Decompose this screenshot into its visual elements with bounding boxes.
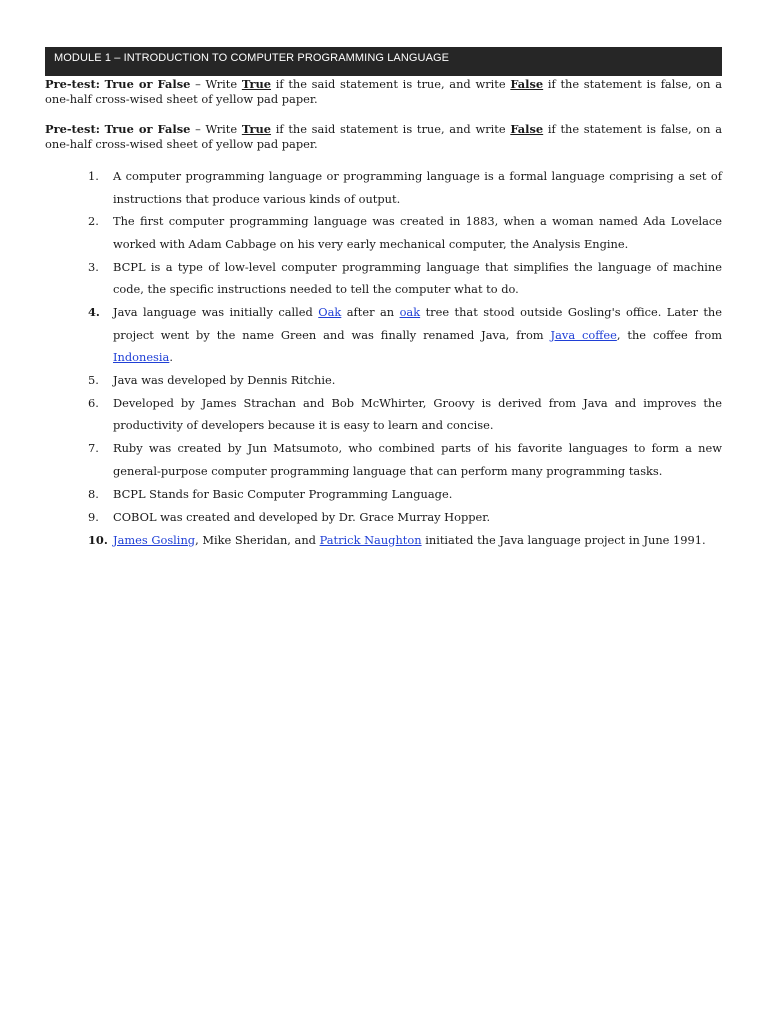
patrick-naughton-link[interactable]: Patrick Naughton bbox=[319, 532, 422, 547]
list-item bbox=[45, 256, 722, 301]
list-item bbox=[45, 301, 722, 369]
pretest-instructions-repeat bbox=[45, 122, 722, 152]
item-text: after an bbox=[341, 305, 400, 320]
item-number: 5. bbox=[88, 373, 99, 388]
item-number: 6. bbox=[88, 395, 99, 410]
item-text: Ruby was created by Jun Matsumoto, who combined parts of his favorite languages to form a new general-purpose computer programming language that can perform many programming tasks. bbox=[113, 441, 722, 478]
item-number: 3. bbox=[88, 259, 99, 274]
item-text: A computer programming language or programming language is a formal language comprising a set of instructions that produce various kinds of output. bbox=[113, 169, 722, 206]
item-text: BCPL is a type of low-level computer programming language that simplifies the language of machine code, the specific instructions needed to tell the computer what to do. bbox=[113, 259, 722, 297]
item-text: COBOL was created and developed by Dr. Grace Murray Hopper. bbox=[113, 509, 491, 524]
list-item bbox=[45, 210, 722, 255]
list-item bbox=[45, 529, 722, 552]
item-text: , the coffee from bbox=[616, 327, 722, 342]
pretest-label: Pre-test: bbox=[45, 122, 100, 136]
oak-tree-link[interactable]: oak bbox=[399, 305, 421, 320]
false-word: False bbox=[510, 77, 544, 91]
james-gosling-link[interactable]: James Gosling bbox=[113, 532, 196, 547]
pretest-kind: True or False bbox=[104, 77, 191, 91]
item-text: , Mike Sheridan, and bbox=[195, 532, 320, 547]
item-number: 8. bbox=[88, 486, 99, 501]
oak-link[interactable]: Oak bbox=[318, 305, 342, 320]
list-item bbox=[45, 437, 722, 482]
module-title: MODULE 1 – INTRODUCTION TO COMPUTER PROGRAMMING LANGUAGE bbox=[54, 52, 450, 64]
false-word: False bbox=[510, 122, 544, 136]
item-number: 10. bbox=[88, 532, 108, 547]
pretest-kind: True or False bbox=[104, 122, 191, 136]
pretest-text: – Write bbox=[190, 122, 242, 136]
list-item bbox=[45, 165, 722, 210]
item-text: tree that stood outside Gosling's office. Later the project went by the name Green and was finally renamed Java, from bbox=[113, 305, 723, 342]
item-number: 7. bbox=[88, 441, 99, 456]
item-text: . bbox=[169, 350, 173, 365]
pretest-text: – Write bbox=[190, 77, 242, 91]
module-header bbox=[45, 47, 722, 76]
item-text: initiated the Java language project in June 1991. bbox=[421, 532, 706, 547]
item-text: The first computer programming language was created in 1883, when a woman named Ada Lovelace worked with Adam Cabbage on his very early mechanical computer, the Analysis Engine. bbox=[113, 214, 722, 251]
pretest-text: if the statement is false, on a one-half cross-wised sheet of yellow pad paper. bbox=[45, 77, 722, 106]
true-word: True bbox=[241, 77, 272, 91]
pretest-label: Pre-test: bbox=[45, 77, 100, 91]
true-word: True bbox=[241, 122, 272, 136]
statement-list bbox=[45, 165, 722, 551]
pretest-instructions bbox=[45, 77, 722, 107]
item-text: BCPL Stands for Basic Computer Programming Language. bbox=[113, 486, 453, 501]
pretest-text: if the said statement is true, and write bbox=[271, 77, 511, 91]
item-number: 4. bbox=[88, 305, 100, 320]
list-item bbox=[45, 369, 722, 392]
pretest-text: if the said statement is true, and write bbox=[271, 122, 511, 136]
item-number: 1. bbox=[88, 169, 99, 183]
list-item bbox=[45, 392, 722, 437]
item-text: Java was developed by Dennis Ritchie. bbox=[113, 373, 336, 388]
list-item bbox=[45, 506, 722, 529]
pretest-text: if the statement is false, on a one-half cross-wised sheet of yellow pad paper. bbox=[45, 122, 722, 151]
item-number: 9. bbox=[88, 509, 99, 524]
list-item bbox=[45, 483, 722, 506]
indonesia-link[interactable]: Indonesia bbox=[113, 350, 170, 365]
java-coffee-link[interactable]: Java coffee bbox=[550, 327, 617, 342]
item-number: 2. bbox=[88, 214, 99, 229]
item-text: Java language was initially called bbox=[113, 305, 319, 320]
item-text: Developed by James Strachan and Bob McWhirter, Groovy is derived from Java and improves the productivity of developers because it is easy to learn and concise. bbox=[113, 395, 722, 433]
